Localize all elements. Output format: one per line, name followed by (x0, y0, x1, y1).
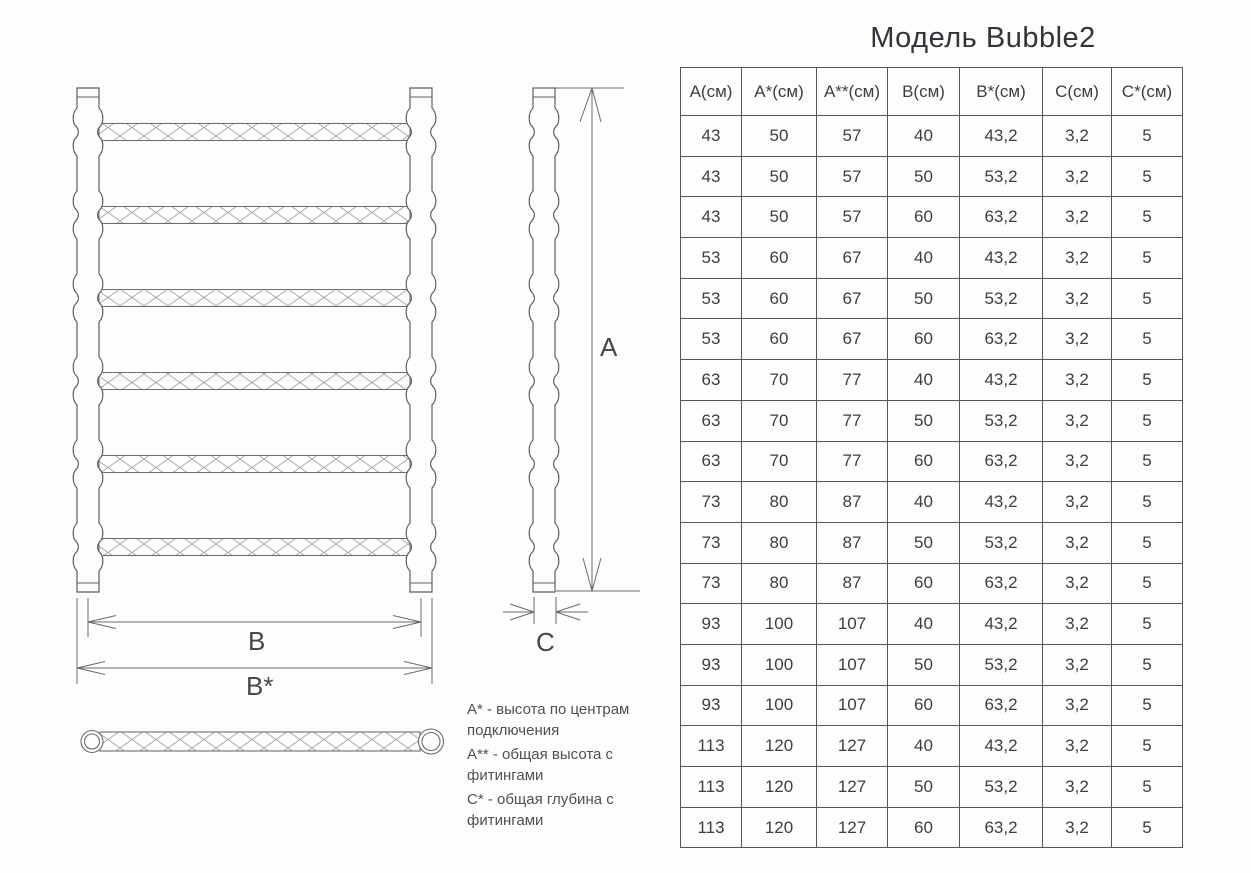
table-cell: 5 (1112, 522, 1183, 563)
front-view (73, 88, 436, 701)
table-cell: 80 (742, 482, 817, 523)
table-cell: 93 (681, 604, 742, 645)
table-cell: 67 (817, 319, 888, 360)
legend-note-a-double-star: А** - общая высота с фитингами (467, 746, 614, 784)
table-cell: 5 (1112, 400, 1183, 441)
table-cell: 43 (681, 156, 742, 197)
table-cell: 60 (888, 563, 960, 604)
rail-bars (99, 124, 410, 556)
table-cell: 60 (888, 685, 960, 726)
spec-table-head (681, 68, 1183, 116)
depth-dimension (503, 597, 588, 624)
table-cell: 77 (817, 441, 888, 482)
legend-notes (467, 699, 649, 834)
table-cell: 63 (681, 400, 742, 441)
table-cell: 93 (681, 685, 742, 726)
table-cell: 57 (817, 197, 888, 238)
table-cell: 63,2 (960, 319, 1043, 360)
table-cell: 113 (681, 767, 742, 808)
table-cell: 120 (742, 807, 817, 848)
table-cell: 3,2 (1043, 238, 1112, 279)
table-cell: 5 (1112, 767, 1183, 808)
table-cell: 50 (742, 197, 817, 238)
table-header-cell: В*(см) (960, 68, 1043, 116)
table-cell: 77 (817, 360, 888, 401)
table-cell: 3,2 (1043, 441, 1112, 482)
table-cell: 5 (1112, 197, 1183, 238)
table-cell: 73 (681, 522, 742, 563)
table-cell: 93 (681, 644, 742, 685)
table-cell: 57 (817, 116, 888, 157)
table-cell: 127 (817, 726, 888, 767)
table-cell: 63 (681, 360, 742, 401)
table-cell: 100 (742, 685, 817, 726)
table-cell: 5 (1112, 685, 1183, 726)
table-cell: 43,2 (960, 360, 1043, 401)
table-row (681, 360, 1183, 401)
table-cell: 3,2 (1043, 644, 1112, 685)
table-cell: 3,2 (1043, 685, 1112, 726)
table-cell: 63 (681, 441, 742, 482)
table-cell: 5 (1112, 563, 1183, 604)
table-cell: 107 (817, 685, 888, 726)
table-cell: 5 (1112, 360, 1183, 401)
table-cell: 50 (742, 156, 817, 197)
table-cell: 5 (1112, 278, 1183, 319)
table-cell: 3,2 (1043, 360, 1112, 401)
table-cell: 5 (1112, 807, 1183, 848)
table-cell: 63,2 (960, 685, 1043, 726)
table-cell: 5 (1112, 319, 1183, 360)
table-cell: 3,2 (1043, 563, 1112, 604)
table-cell: 67 (817, 278, 888, 319)
table-cell: 63,2 (960, 441, 1043, 482)
table-cell: 60 (742, 238, 817, 279)
table-row (681, 238, 1183, 279)
side-post (529, 88, 559, 592)
table-row (681, 197, 1183, 238)
table-cell: 3,2 (1043, 278, 1112, 319)
table-cell: 43,2 (960, 726, 1043, 767)
table-cell: 113 (681, 726, 742, 767)
table-header-cell: С(см) (1043, 68, 1112, 116)
table-cell: 3,2 (1043, 767, 1112, 808)
top-view-rail (81, 729, 444, 754)
dimension-label-b-star: B* (246, 671, 274, 701)
table-cell: 5 (1112, 441, 1183, 482)
table-cell: 53,2 (960, 278, 1043, 319)
table-row (681, 400, 1183, 441)
table-row (681, 726, 1183, 767)
table-cell: 5 (1112, 156, 1183, 197)
table-cell: 3,2 (1043, 522, 1112, 563)
table-cell: 60 (742, 319, 817, 360)
table-cell: 73 (681, 482, 742, 523)
table-cell: 113 (681, 807, 742, 848)
left-post (73, 88, 103, 592)
table-cell: 87 (817, 522, 888, 563)
dimensions-table (680, 67, 1183, 848)
dimension-label-a: A (600, 332, 618, 362)
table-cell: 107 (817, 604, 888, 645)
table-cell: 3,2 (1043, 197, 1112, 238)
table-row (681, 278, 1183, 319)
table-cell: 40 (888, 238, 960, 279)
table-cell: 40 (888, 726, 960, 767)
table-cell: 60 (888, 807, 960, 848)
table-row (681, 522, 1183, 563)
table-cell: 3,2 (1043, 807, 1112, 848)
table-row (681, 482, 1183, 523)
table-cell: 40 (888, 116, 960, 157)
table-cell: 50 (888, 644, 960, 685)
table-cell: 53 (681, 319, 742, 360)
table-cell: 53,2 (960, 156, 1043, 197)
table-cell: 60 (742, 278, 817, 319)
table-cell: 40 (888, 482, 960, 523)
table-cell: 43 (681, 116, 742, 157)
table-cell: 87 (817, 563, 888, 604)
table-row (681, 116, 1183, 157)
table-header-cell: А*(см) (742, 68, 817, 116)
table-row (681, 604, 1183, 645)
spec-table-header-row (681, 68, 1183, 116)
table-cell: 43,2 (960, 482, 1043, 523)
table-cell: 70 (742, 360, 817, 401)
table-cell: 80 (742, 563, 817, 604)
table-cell: 3,2 (1043, 482, 1112, 523)
table-cell: 53,2 (960, 644, 1043, 685)
table-cell: 50 (742, 116, 817, 157)
table-cell: 50 (888, 767, 960, 808)
side-view (503, 88, 640, 657)
table-cell: 60 (888, 319, 960, 360)
model-title: Модель Bubble2 (870, 22, 1096, 54)
table-cell: 53,2 (960, 767, 1043, 808)
table-cell: 127 (817, 807, 888, 848)
table-cell: 63,2 (960, 807, 1043, 848)
table-cell: 5 (1112, 116, 1183, 157)
table-cell: 43 (681, 197, 742, 238)
table-row (681, 156, 1183, 197)
table-cell: 77 (817, 400, 888, 441)
table-row (681, 807, 1183, 848)
table-cell: 53,2 (960, 522, 1043, 563)
right-post (406, 88, 436, 592)
table-cell: 5 (1112, 482, 1183, 523)
table-cell: 40 (888, 360, 960, 401)
table-cell: 5 (1112, 726, 1183, 767)
table-cell: 3,2 (1043, 156, 1112, 197)
table-header-cell: А**(см) (817, 68, 888, 116)
table-cell: 80 (742, 522, 817, 563)
table-cell: 5 (1112, 238, 1183, 279)
table-cell: 60 (888, 441, 960, 482)
table-row (681, 563, 1183, 604)
table-header-cell: В(см) (888, 68, 960, 116)
table-cell: 67 (817, 238, 888, 279)
table-cell: 53 (681, 238, 742, 279)
table-header-cell: А(см) (681, 68, 742, 116)
table-header-cell: С*(см) (1112, 68, 1183, 116)
table-cell: 3,2 (1043, 400, 1112, 441)
table-cell: 50 (888, 278, 960, 319)
table-cell: 43,2 (960, 238, 1043, 279)
table-cell: 70 (742, 441, 817, 482)
table-cell: 120 (742, 726, 817, 767)
table-cell: 127 (817, 767, 888, 808)
table-row (681, 441, 1183, 482)
table-cell: 50 (888, 522, 960, 563)
table-cell: 3,2 (1043, 604, 1112, 645)
table-cell: 53,2 (960, 400, 1043, 441)
table-cell: 87 (817, 482, 888, 523)
spec-table-body (681, 116, 1183, 848)
table-cell: 53 (681, 278, 742, 319)
table-cell: 63,2 (960, 197, 1043, 238)
legend-note-c-star: С* - общая глубина с фитингами (467, 791, 614, 829)
table-cell: 50 (888, 156, 960, 197)
table-cell: 100 (742, 604, 817, 645)
table-cell: 107 (817, 644, 888, 685)
legend-note-a-star: А* - высота по центрам подключения (467, 701, 630, 739)
table-row (681, 319, 1183, 360)
table-cell: 5 (1112, 604, 1183, 645)
dimension-label-c: C (536, 627, 555, 657)
dimension-label-b: B (248, 626, 266, 656)
table-row (681, 767, 1183, 808)
table-cell: 43,2 (960, 604, 1043, 645)
table-cell: 70 (742, 400, 817, 441)
table-row (681, 644, 1183, 685)
table-cell: 73 (681, 563, 742, 604)
table-cell: 3,2 (1043, 726, 1112, 767)
table-cell: 57 (817, 156, 888, 197)
table-cell: 60 (888, 197, 960, 238)
table-cell: 63,2 (960, 563, 1043, 604)
table-cell: 100 (742, 644, 817, 685)
table-cell: 5 (1112, 644, 1183, 685)
table-cell: 3,2 (1043, 116, 1112, 157)
table-cell: 43,2 (960, 116, 1043, 157)
table-cell: 40 (888, 604, 960, 645)
table-cell: 50 (888, 400, 960, 441)
table-cell: 3,2 (1043, 319, 1112, 360)
table-row (681, 685, 1183, 726)
table-cell: 120 (742, 767, 817, 808)
